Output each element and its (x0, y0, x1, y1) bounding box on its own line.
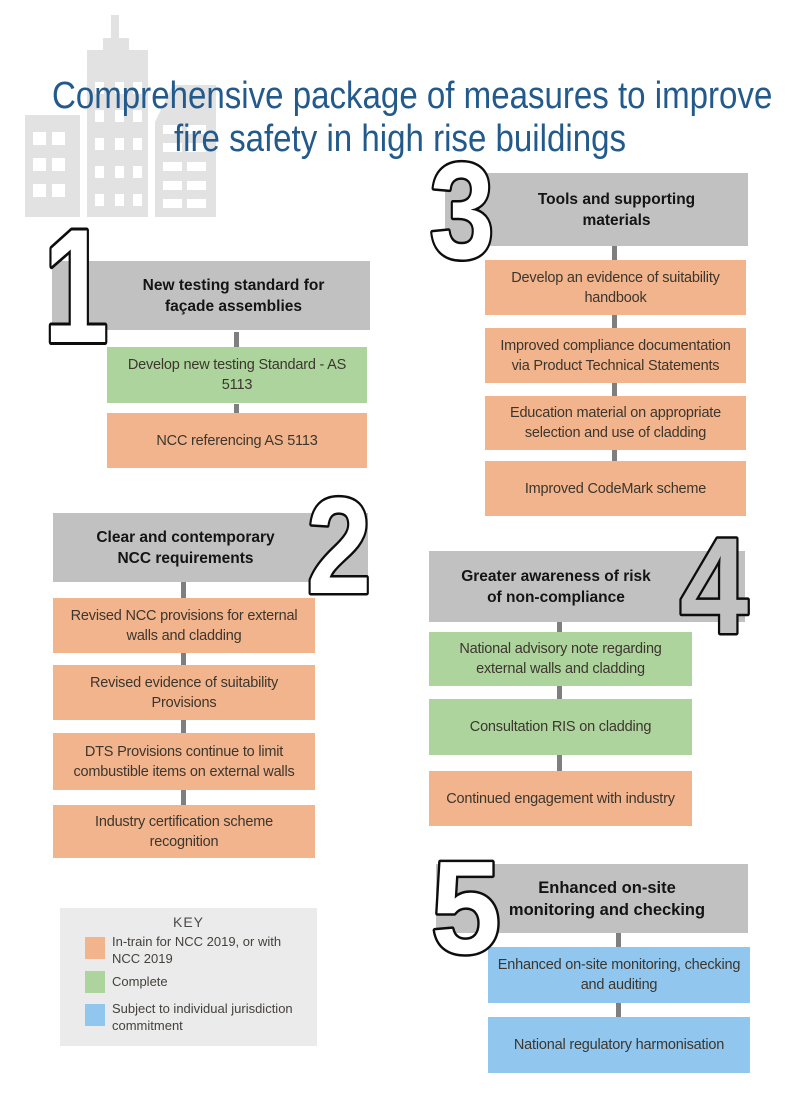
connector-line (181, 720, 186, 733)
key-swatch-in-train (85, 937, 105, 959)
step-box (488, 1017, 750, 1073)
connector-line (234, 332, 239, 347)
key-label-in-train: In-train for NCC 2019, or with NCC 2019 (112, 934, 282, 966)
connector-line (181, 653, 186, 665)
key-label-complete: Complete (112, 974, 168, 989)
step-label: DTS Provisions continue to limit combustible items on external walls (73, 743, 295, 780)
section-1-number (36, 216, 124, 352)
connector-line (612, 315, 617, 328)
connector-line (234, 404, 239, 413)
step-label: National advisory note regarding external walls and cladding (459, 641, 662, 677)
step-label: Consultation RIS on cladding (469, 719, 652, 735)
step-label: Revised NCC provisions for external walls and cladding (70, 607, 298, 644)
step-box (53, 805, 315, 858)
step-box (53, 733, 315, 790)
section-1-header-line2: façade assemblies (164, 297, 302, 315)
svg-text:2: 2 (306, 489, 372, 597)
svg-text:3: 3 (429, 154, 495, 262)
step-box (429, 771, 692, 826)
section-4-header-line2: of non-compliance (487, 588, 625, 606)
connector-line (181, 790, 186, 805)
connector-line (557, 686, 562, 699)
step-box (485, 260, 746, 315)
section-5-number (424, 853, 514, 965)
connector-line (612, 383, 617, 396)
key-swatch-complete (85, 971, 105, 993)
step-label: Revised evidence of suitability Provisions (89, 674, 279, 711)
connector-line (612, 450, 617, 461)
step-label: Improved CodeMark scheme (524, 480, 707, 497)
step-label: Develop new testing Standard - AS 5113 (127, 357, 347, 393)
key-swatch-jurisdiction (85, 1004, 105, 1026)
step-box (53, 665, 315, 720)
step-label: National regulatory harmonisation (513, 1037, 725, 1053)
key-title: KEY (172, 914, 204, 930)
connector-line (181, 582, 186, 598)
step-box (485, 461, 746, 516)
svg-text:1: 1 (43, 216, 109, 352)
step-box (53, 598, 315, 653)
svg-text:4: 4 (679, 528, 749, 640)
step-box (429, 699, 692, 755)
connector-line (616, 933, 621, 947)
step-label: Develop an evidence of suitability handbook (511, 269, 720, 306)
connector-line (612, 246, 617, 260)
connector-line (557, 755, 562, 771)
key-legend (60, 908, 317, 1046)
step-label: NCC referencing AS 5113 (156, 432, 318, 449)
step-label: Improved compliance documentation via Product Technical Statements (500, 337, 731, 374)
step-box (485, 328, 746, 383)
section-3-header-line2: materials (582, 211, 651, 229)
key-label-jurisdiction: Subject to individual jurisdiction commitment (112, 1001, 293, 1033)
section-2-header-line2: NCC requirements (117, 549, 254, 567)
step-box (488, 947, 750, 1003)
section-5-header-line2: monitoring and checking (508, 900, 706, 919)
step-label: Continued engagement with industry (446, 790, 675, 807)
step-box (429, 632, 692, 686)
section-5-header-line1: Enhanced on-site (538, 878, 676, 897)
step-label: Education material on appropriate selection and use of cladding (509, 405, 722, 441)
page-title-line2: fire safety in high rise buildings (173, 118, 627, 161)
svg-text:5: 5 (431, 853, 501, 965)
section-3-header-line1: Tools and supporting (537, 190, 696, 208)
page-title (0, 75, 800, 161)
step-label: Industry certification scheme recognition (95, 813, 273, 850)
step-box (107, 413, 367, 468)
connector-line (557, 622, 562, 632)
connector-line (616, 1003, 621, 1017)
section-3-number (419, 154, 509, 262)
step-label: Enhanced on-site monitoring, checking and auditing (497, 957, 741, 993)
page-title-line1: Comprehensive package of measures to improve (52, 75, 773, 118)
step-box (485, 396, 746, 450)
section-1-header-line1: New testing standard for (142, 276, 325, 294)
step-box (107, 347, 367, 403)
section-4-number (666, 528, 762, 640)
section-2-number (296, 489, 386, 597)
section-4-header-line1: Greater awareness of risk (461, 567, 651, 585)
section-2-header-line1: Clear and contemporary (96, 528, 275, 546)
